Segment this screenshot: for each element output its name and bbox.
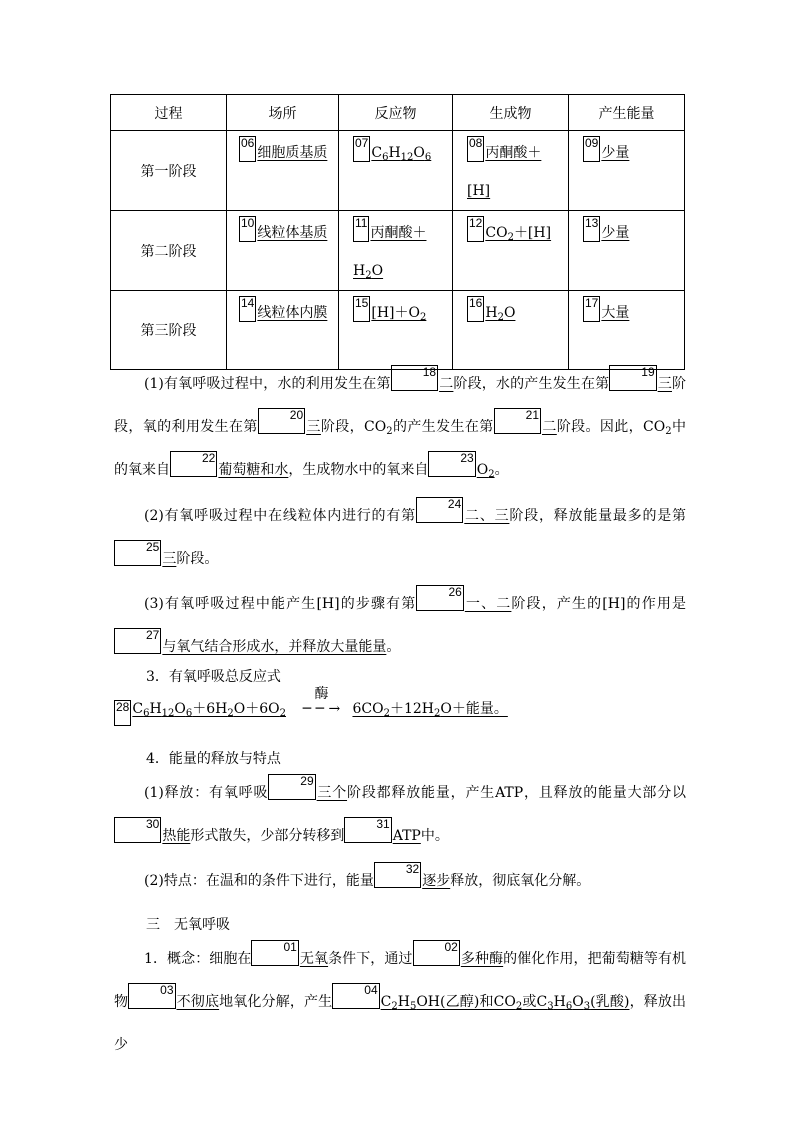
answer-text: 不彻底 bbox=[176, 994, 220, 1010]
blank-number: 09 bbox=[583, 136, 600, 162]
answer-text: 多种酶 bbox=[460, 951, 504, 967]
table-header-row bbox=[111, 95, 685, 131]
blank-number: 07 bbox=[353, 136, 370, 162]
text: (3)有氧呼吸过程中能产生[H]的步骤有第 bbox=[144, 596, 417, 612]
text: (1)释放：有氧呼吸 bbox=[144, 785, 269, 801]
text: 形式散失，少部分转移到 bbox=[190, 828, 345, 844]
answer-text: 线粒体内膜 bbox=[257, 305, 328, 321]
answer-text: 三个 bbox=[316, 785, 348, 801]
answer-text: 二、三 bbox=[464, 508, 510, 524]
blank-number: 12 bbox=[467, 216, 484, 242]
blank-number: 14 bbox=[239, 296, 256, 322]
table-header: 反应物 bbox=[339, 95, 453, 131]
section-heading: 3．有氧呼吸总反应式 bbox=[146, 669, 281, 685]
text: (2)特点：在温和的条件下进行，能量 bbox=[144, 873, 374, 889]
equation-rhs: $6CO_2+12H_2O+$能量。 bbox=[352, 701, 508, 719]
text: 中的氧来自 bbox=[114, 419, 687, 478]
table-header: 生成物 bbox=[453, 95, 569, 131]
text: 条件下，通过 bbox=[328, 951, 413, 967]
answer-text: 丙酮酸＋[H] bbox=[467, 145, 542, 199]
answer-text: $O_2$ bbox=[476, 462, 495, 480]
answer-text: 三 bbox=[657, 376, 672, 392]
blank-number: 08 bbox=[467, 136, 484, 162]
answer-text: $[H]+O_2$ bbox=[371, 305, 427, 323]
table-header: 产生能量 bbox=[569, 95, 685, 131]
table-cell bbox=[569, 291, 684, 332]
blank-number: 06 bbox=[239, 136, 256, 162]
answer-text: 逐步 bbox=[422, 873, 451, 889]
blank-number: 27 bbox=[114, 628, 161, 654]
question-2 bbox=[114, 495, 686, 581]
table-header: 场所 bbox=[227, 95, 339, 131]
blank-number: 13 bbox=[583, 216, 600, 242]
table-cell bbox=[227, 291, 338, 332]
release-paragraph bbox=[114, 772, 686, 858]
blank-number: 25 bbox=[114, 540, 161, 566]
table-cell bbox=[453, 291, 568, 332]
answer-text: 大量 bbox=[601, 305, 630, 321]
answer-text: 少量 bbox=[601, 145, 630, 161]
blank-number: 01 bbox=[251, 940, 298, 966]
answer-text: 热能 bbox=[162, 828, 191, 844]
answer-text: 少量 bbox=[601, 225, 630, 241]
equation-lhs: $C_6H_{12}O_6+6H_2O+6O_2$ bbox=[132, 701, 287, 719]
answer-text: ATP bbox=[392, 828, 421, 844]
text: (1)有氧呼吸过程中，水的利用发生在第 bbox=[144, 376, 391, 392]
blank-number: 04 bbox=[332, 983, 379, 1009]
table-cell bbox=[569, 131, 684, 172]
blank-number: 19 bbox=[609, 365, 656, 391]
text: 中。 bbox=[420, 828, 449, 844]
blank-number: 10 bbox=[239, 216, 256, 242]
aerobic-respiration-table bbox=[110, 94, 685, 370]
answer-text: 三 bbox=[162, 551, 177, 567]
text: 的催化作用，把葡萄糖等有机物 bbox=[114, 951, 687, 1010]
table-row bbox=[111, 291, 685, 370]
blank-number: 26 bbox=[416, 585, 463, 611]
answer-text: 二 bbox=[542, 419, 557, 435]
answer-text: $CO_2+[H]$ bbox=[485, 225, 552, 243]
table-cell bbox=[569, 211, 684, 252]
text: 地氧化分解，产生 bbox=[219, 994, 333, 1010]
answer-text: $C_6H_{12}O_6$ bbox=[371, 145, 432, 163]
text: 释放，彻底氧化分解。 bbox=[450, 873, 591, 889]
text: 。 bbox=[494, 462, 509, 478]
blank-number: 17 bbox=[583, 296, 600, 322]
answer-text: $H_2O$ bbox=[485, 305, 516, 323]
answer-text: 三 bbox=[306, 419, 321, 435]
table-cell bbox=[453, 131, 568, 210]
text: 阶段都释放能量，产生ATP，且释放的能量大部分以 bbox=[347, 785, 687, 801]
part-heading: 三 无氧呼吸 bbox=[146, 917, 230, 933]
blank-number: 03 bbox=[128, 983, 175, 1009]
table-cell bbox=[227, 211, 338, 252]
blank-number: 22 bbox=[170, 451, 217, 477]
text: 阶段，产生的[H]的作用是 bbox=[511, 596, 687, 612]
answer-text: 一、二 bbox=[464, 596, 512, 612]
answer-text: 与氧气结合形成水，并释放大量能量 bbox=[162, 639, 387, 655]
enzyme-label: 酶 bbox=[314, 686, 329, 702]
answer-text: 线粒体基质 bbox=[257, 225, 328, 241]
text: 的产生发生在第 bbox=[392, 419, 494, 435]
blank-number: 30 bbox=[114, 817, 161, 843]
text: 。 bbox=[386, 639, 401, 655]
blank-number: 11 bbox=[353, 216, 369, 242]
question-3 bbox=[114, 583, 686, 669]
enzyme-arrow: 酶 ─ ─ → bbox=[290, 701, 352, 717]
blank-number: 29 bbox=[268, 774, 315, 800]
answer-text: 无氧 bbox=[299, 951, 329, 967]
text: (2)有氧呼吸过程中在线粒体内进行的有第 bbox=[144, 508, 416, 524]
question-1: (1)有氧呼吸过程中，水的利用发生在第18二阶段，水的产生发生在第19三阶段，氧的利用发生在第20三阶段，$CO_2$的产生发生在第21二阶段。因此，$CO_2$中的氧来自22葡萄糖和水，生成物水中的氧来自$23O_2$。 bbox=[114, 365, 687, 480]
blank-number: 32 bbox=[374, 862, 421, 888]
text: ，释放出少 bbox=[114, 994, 687, 1053]
blank-number: 02 bbox=[413, 940, 460, 966]
blank-number: 23 bbox=[428, 451, 475, 477]
text: ，生成物水中的氧来自 bbox=[288, 462, 429, 478]
text: 阶段。因此，CO bbox=[556, 419, 666, 435]
text: 阶段，CO bbox=[320, 419, 387, 435]
table-row bbox=[111, 131, 685, 211]
answer-text: $C_2H_5OH$(乙醇)和$CO_2$或$C_3H_6O_3$(乳酸) bbox=[380, 994, 630, 1012]
table-row bbox=[111, 211, 685, 291]
feature-paragraph bbox=[114, 860, 686, 903]
table-cell bbox=[339, 291, 452, 332]
concept-paragraph bbox=[114, 938, 686, 1067]
table-cell bbox=[339, 131, 452, 172]
answer-text: 丙酮酸$+H_2O$ bbox=[353, 225, 427, 281]
blank-number: 15 bbox=[353, 296, 370, 322]
text: 阶段，氧的利用发生在第 bbox=[114, 376, 686, 435]
table-header: 过程 bbox=[111, 95, 227, 131]
answer-text: 细胞质基质 bbox=[257, 145, 328, 161]
text: 阶段，水的产生发生在第 bbox=[453, 376, 610, 392]
text: 阶段，释放能量最多的是第 bbox=[509, 508, 687, 524]
answer-text: 二 bbox=[439, 376, 454, 392]
blank-number: 20 bbox=[258, 408, 305, 434]
overall-equation bbox=[114, 686, 508, 726]
section-heading: 4．能量的释放与特点 bbox=[146, 751, 281, 767]
blank-number: 24 bbox=[416, 497, 463, 523]
stage-name: 第三阶段 bbox=[111, 291, 227, 370]
blank-number: 31 bbox=[344, 817, 391, 843]
blank-number: 16 bbox=[467, 296, 484, 322]
table-cell bbox=[453, 211, 568, 252]
blank-number: 28 bbox=[114, 700, 131, 726]
text: 1．概念：细胞在 bbox=[144, 951, 252, 967]
stage-name: 第一阶段 bbox=[111, 131, 227, 211]
table-cell bbox=[339, 211, 452, 290]
table-cell bbox=[227, 131, 338, 172]
stage-name: 第二阶段 bbox=[111, 211, 227, 291]
blank-number: 18 bbox=[391, 365, 438, 391]
answer-text: 葡萄糖和水 bbox=[218, 462, 289, 478]
blank-number: 21 bbox=[494, 408, 541, 434]
text: 阶段。 bbox=[176, 551, 219, 567]
